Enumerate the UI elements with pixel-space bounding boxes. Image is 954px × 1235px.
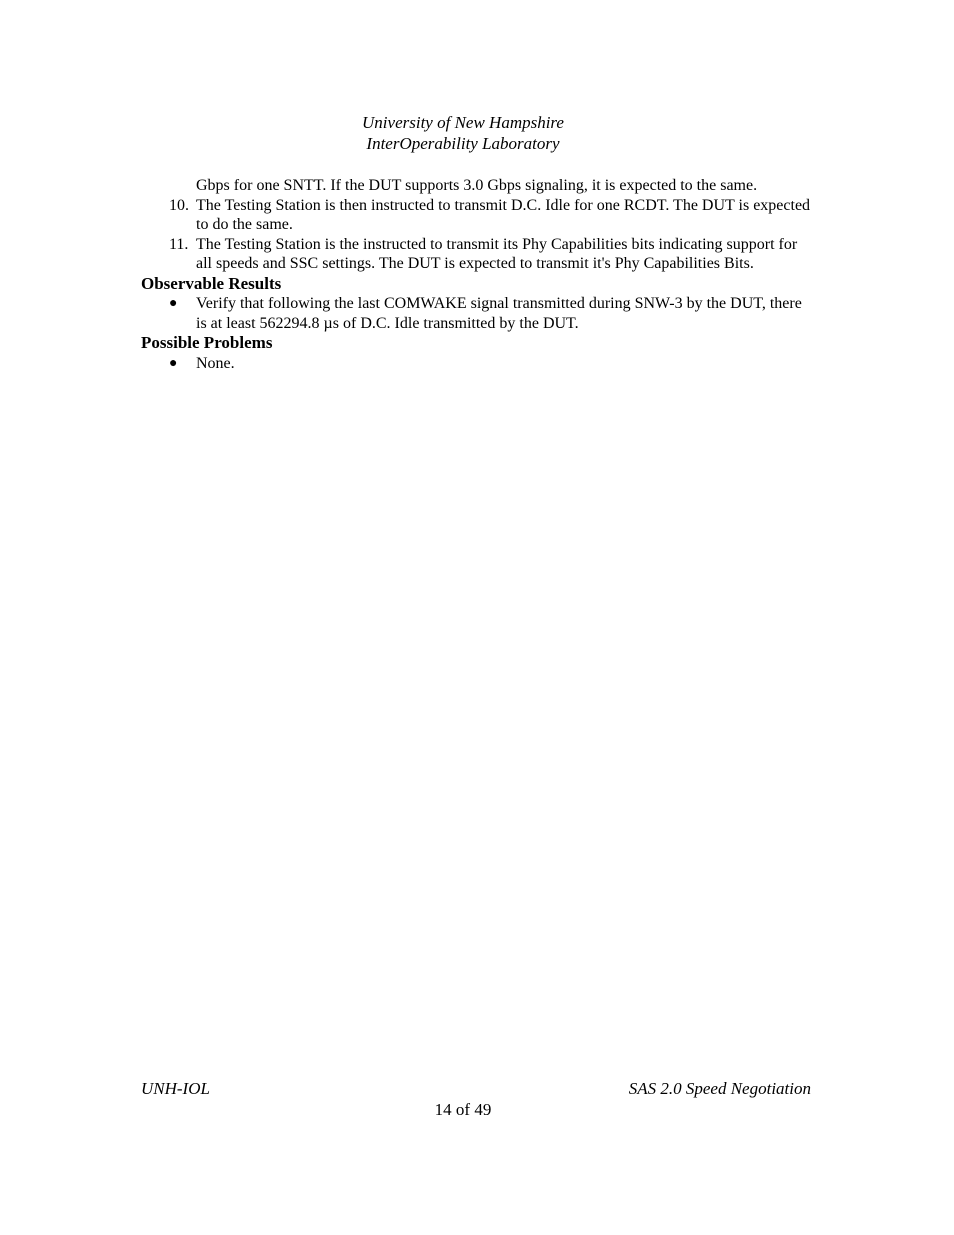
header-university: University of New Hampshire <box>362 113 564 132</box>
step-10 <box>141 196 813 235</box>
document-body <box>141 176 813 373</box>
footer-org: UNH-IOL <box>141 1079 210 1098</box>
step-11 <box>141 235 813 274</box>
step-text: The Testing Station is then instructed to transmit D.C. Idle for one RCDT. The DUT is expected to do the same. <box>196 196 811 233</box>
footer-document-title: SAS 2.0 Speed Negotiation <box>628 1079 811 1098</box>
bullet-icon: ● <box>169 296 178 311</box>
list-item <box>141 294 813 333</box>
page-number: 14 of 49 <box>434 1100 492 1119</box>
possible-problems-heading: Possible Problems <box>141 333 273 352</box>
step-text: The Testing Station is the instructed to transmit its Phy Capabilities bits indicating support for all speeds and SSC settings. The DUT is expected to transmit it's Phy Capabilities Bits. <box>196 235 798 272</box>
step-number: 11. <box>169 235 189 253</box>
observable-result-text: Verify that following the last COMWAKE signal transmitted during SNW-3 by the DUT, there is at least 562294.8 µs of D.C. Idle transmitted by the DUT. <box>196 295 802 332</box>
observable-results-heading: Observable Results <box>141 273 282 293</box>
header-laboratory: InterOperability Laboratory <box>366 134 560 153</box>
page-header <box>0 112 926 154</box>
list-item <box>141 354 813 374</box>
step-number: 10. <box>169 196 189 214</box>
possible-problem-text: None. <box>196 354 235 372</box>
bullet-icon: ● <box>169 355 178 371</box>
step-continuation-text: Gbps for one SNTT. If the DUT supports 3.0 Gbps signaling, it is expected to the same. <box>196 177 758 194</box>
